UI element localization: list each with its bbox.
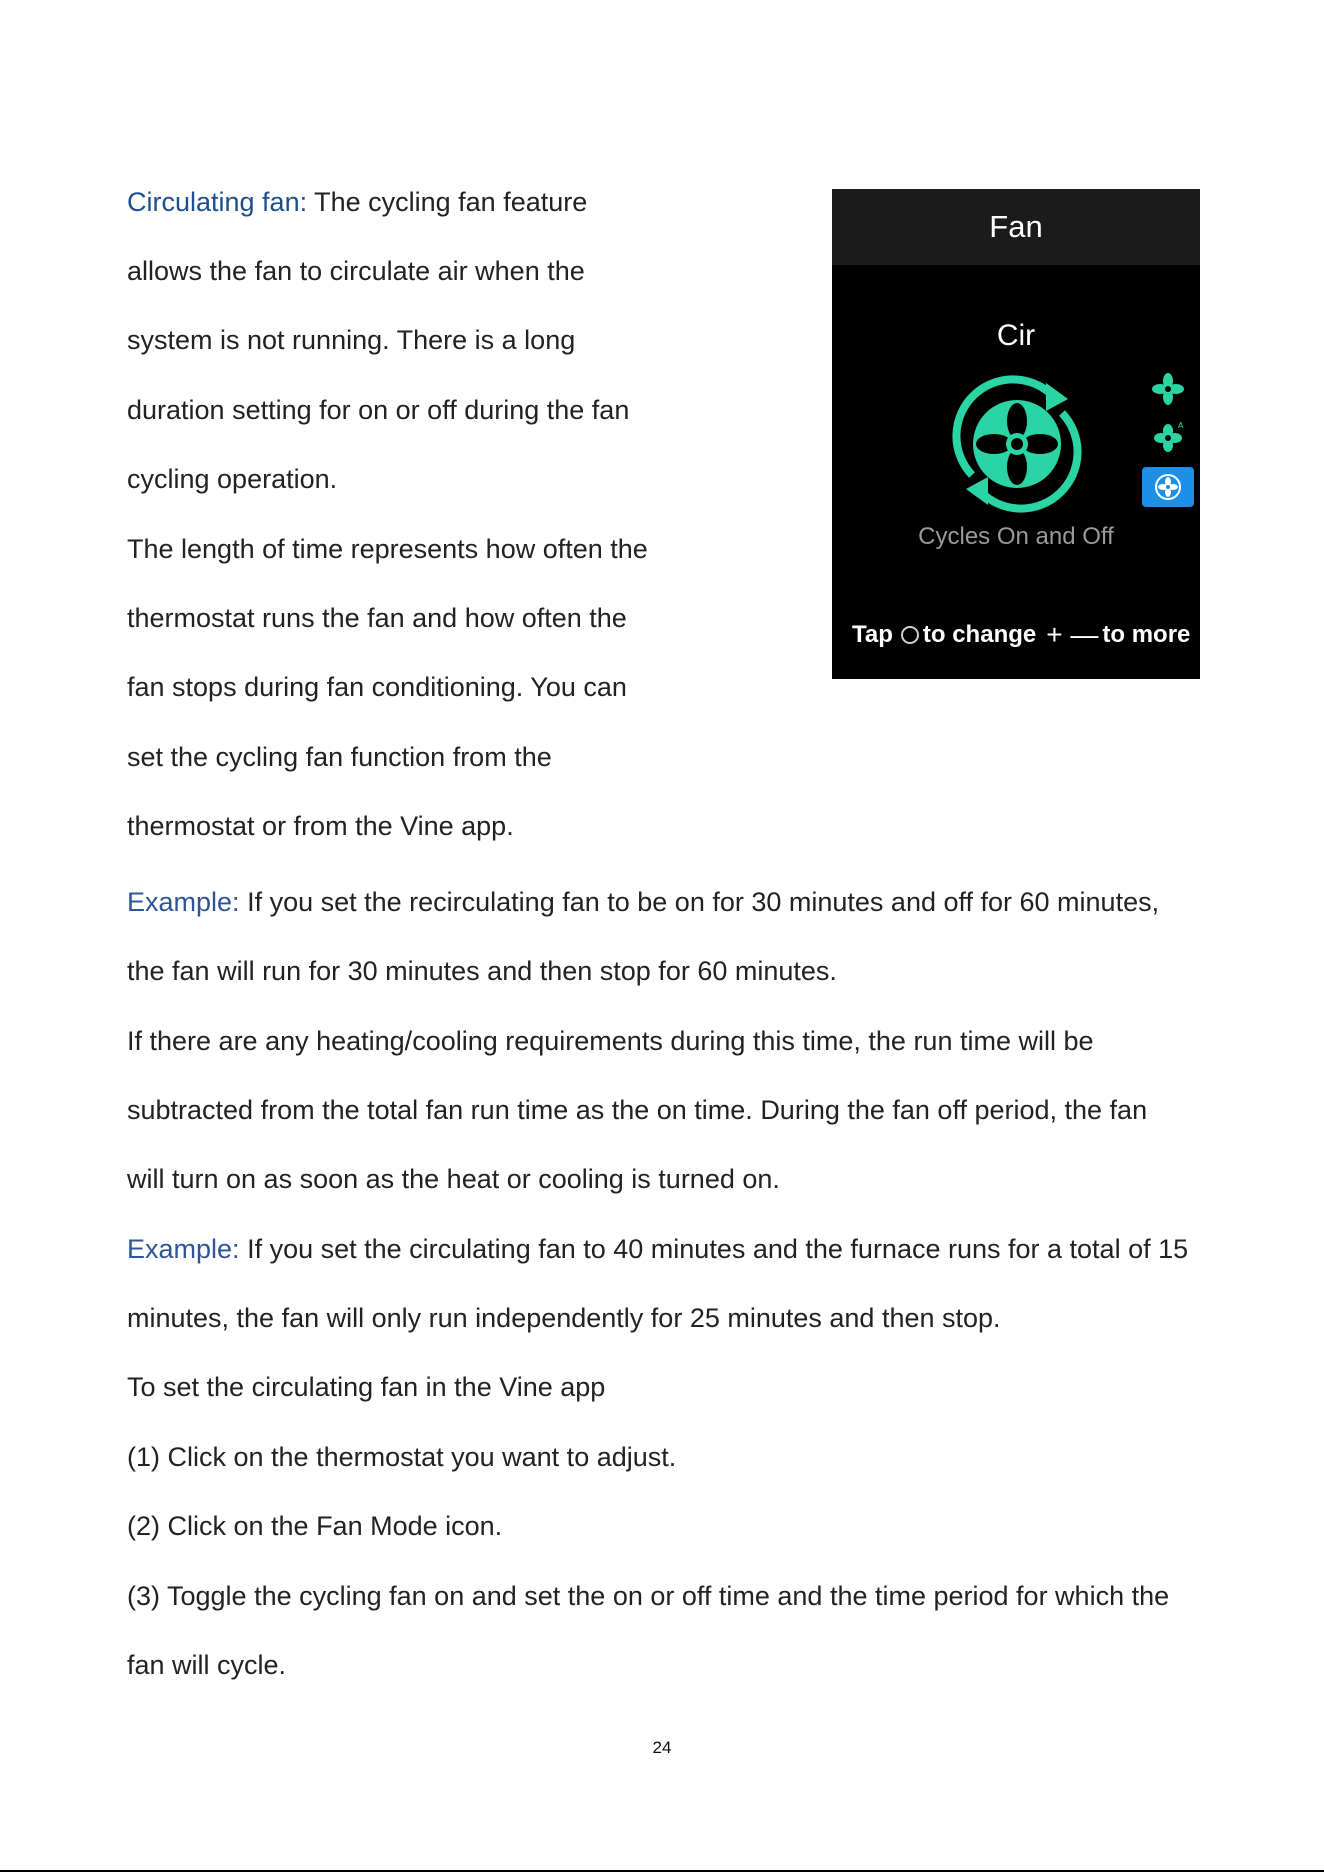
svg-text:A: A: [1178, 421, 1184, 430]
example-text: If you set the circulating fan to 40 minutes and the furnace runs for a total of 15: [239, 1234, 1189, 1264]
thermostat-hint: [852, 619, 1197, 651]
fan-auto-icon[interactable]: [1152, 421, 1184, 453]
intro-line-1: [127, 185, 587, 219]
step-3: (3) Toggle the cycling fan on and set the on or off time and the time period for which the: [127, 1581, 1170, 1611]
hint-more: to more: [1102, 621, 1191, 648]
example2-line-2: minutes, the fan will only run independently for 25 minutes and then stop.: [127, 1303, 1001, 1333]
example-label: Example:: [127, 887, 240, 917]
step-2: (2) Click on the Fan Mode icon.: [127, 1511, 503, 1541]
step-3-continued: fan will cycle.: [127, 1650, 287, 1680]
requirements-line-2: subtracted from the total fan run time as the on time. During the fan off period, the fan: [127, 1095, 1148, 1125]
fan-circulate-button[interactable]: [1142, 467, 1194, 507]
example2-line-1: [127, 1232, 1188, 1266]
requirements-line-1: If there are any heating/cooling requirements during this time, the run time will be: [127, 1026, 1094, 1056]
intro-text: The cycling fan feature: [307, 187, 588, 217]
example1-line-2: the fan will run for 30 minutes and then stop for 60 minutes.: [127, 956, 837, 986]
requirements-line-3: will turn on as soon as the heat or cooling is turned on.: [127, 1164, 780, 1194]
plus-minus-icon: + —: [1046, 619, 1099, 650]
example-label: Example:: [127, 1234, 240, 1264]
example1-line-1: [127, 885, 1159, 919]
hint-change: to change: [922, 621, 1037, 648]
fan-on-icon[interactable]: [1152, 373, 1184, 405]
step-1: (1) Click on the thermostat you want to adjust.: [127, 1442, 677, 1472]
intro-line-6: The length of time represents how often the: [127, 534, 648, 564]
section-heading: Circulating fan:: [127, 187, 308, 217]
thermostat-title: Fan: [989, 209, 1043, 244]
intro-line-9: set the cycling fan function from the: [127, 742, 552, 772]
circulating-fan-icon: [942, 369, 1092, 519]
page-number: 24: [652, 1738, 672, 1757]
fan-mode-description: Cycles On and Off: [918, 523, 1114, 550]
intro-line-5: cycling operation.: [127, 464, 338, 494]
fan-mode-label: Cir: [996, 319, 1036, 352]
steps-intro: To set the circulating fan in the Vine app: [127, 1372, 606, 1402]
thermostat-header: [832, 189, 1200, 265]
intro-line-8: fan stops during fan conditioning. You can: [127, 672, 627, 702]
intro-line-3: system is not running. There is a long: [127, 325, 576, 355]
example-text: If you set the recirculating fan to be on for 30 minutes and off for 60 minutes,: [239, 887, 1160, 917]
intro-line-4: duration setting for on or off during the fan: [127, 395, 630, 425]
thermostat-screenshot: [832, 189, 1200, 679]
intro-line-2: allows the fan to circulate air when the: [127, 256, 585, 286]
hint-tap: Tap: [852, 621, 893, 648]
intro-line-10: thermostat or from the Vine app.: [127, 811, 514, 841]
fan-circulate-icon: [1153, 472, 1183, 502]
intro-line-7: thermostat runs the fan and how often the: [127, 603, 627, 633]
knob-circle-icon: [901, 626, 919, 644]
